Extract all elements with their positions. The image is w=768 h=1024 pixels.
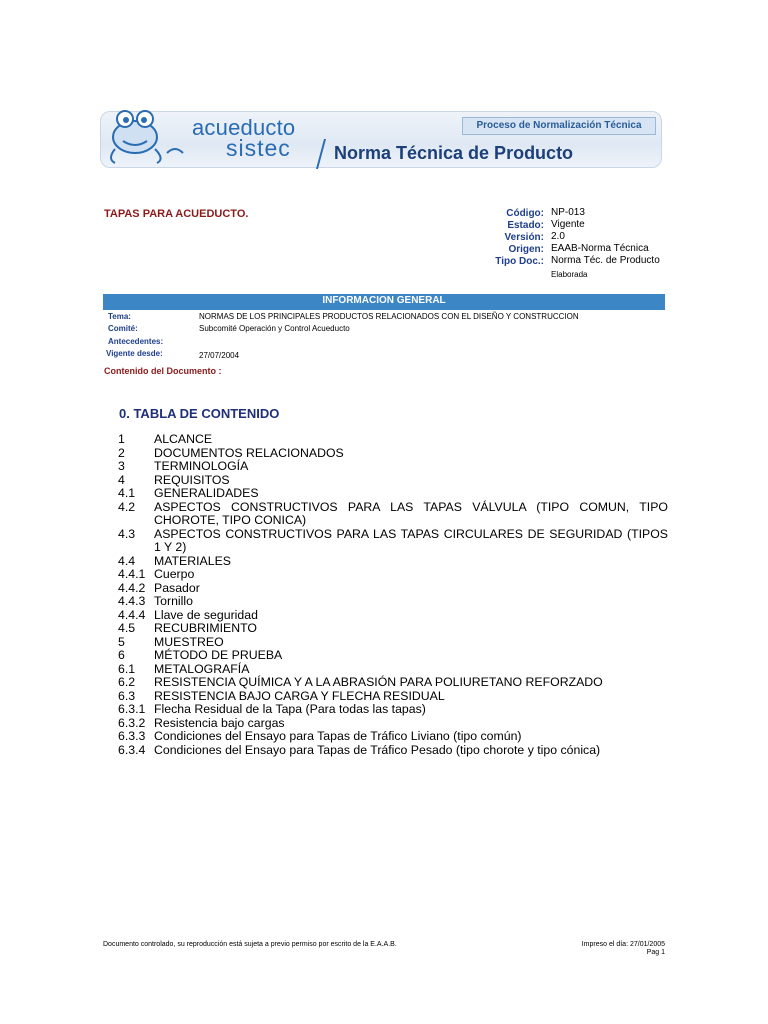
toc-item (118, 433, 668, 447)
header-banner (100, 105, 665, 170)
toc-item-number: 3 (118, 459, 125, 473)
footer-print-date: Impreso el día: 27/01/2005 (581, 941, 665, 948)
toc-item-number: 6.2 (118, 675, 136, 689)
toc-item (118, 649, 668, 663)
process-label: Proceso de Normalización Técnica (462, 117, 656, 135)
toc-item (118, 690, 668, 704)
meta-value-doc-type: Norma Téc. de Producto (551, 255, 660, 266)
meta-value-status: Vigente (551, 219, 585, 230)
footer-page-number: Pag 1 (646, 949, 665, 956)
toc-item-number: 6.3.1 (118, 702, 146, 716)
info-label-valid-from: Vigente desde: (106, 349, 163, 358)
document-title: TAPAS PARA ACUEDUCTO. (104, 208, 249, 220)
toc-item-number: 5 (118, 634, 125, 649)
info-value-committee: Subcomité Operación y Control Acueducto (199, 324, 350, 333)
toc-item-number: 1 (118, 432, 125, 446)
info-section-rule (103, 308, 665, 310)
toc-item-number: 6.3 (118, 688, 136, 703)
toc-item-number: 4.4.1 (118, 567, 146, 581)
toc-item-text: DOCUMENTOS RELACIONADOS (154, 445, 344, 460)
toc-item-number: 4.3 (118, 526, 136, 541)
toc-item-number: 4 (118, 472, 125, 487)
toc-item-number: 2 (118, 445, 125, 460)
toc-item-text: MUESTREO (154, 634, 224, 649)
toc-item (118, 676, 668, 690)
brand-name-top: acueducto (192, 115, 296, 140)
toc-item-text: MATERIALES (154, 553, 231, 568)
toc-item (118, 474, 668, 488)
frog-logo-icon (105, 105, 187, 167)
toc-item (118, 595, 668, 609)
info-value-topic: NORMAS DE LOS PRINCIPALES PRODUCTOS RELACIONADOS CON EL DISEÑO Y CONSTRUCCION (199, 312, 579, 321)
toc-item (118, 609, 668, 623)
meta-value-code: NP-013 (551, 207, 585, 218)
toc-item (118, 622, 668, 636)
toc-item (118, 487, 668, 501)
meta-value-origin: EAAB-Norma Técnica (551, 243, 649, 254)
toc-item-text: Resistencia bajo cargas (154, 715, 285, 730)
info-value-valid-from: 27/07/2004 (199, 351, 240, 360)
toc-item-number: 6.3.4 (118, 742, 146, 757)
toc-item-text: ASPECTOS CONSTRUCTIVOS PARA LAS TAPAS CIRCULARES DE SEGURIDAD (TIPOS 1 Y 2) (154, 526, 668, 554)
contents-label: Contenido del Documento : (104, 366, 222, 376)
toc-item-text: Pasador (154, 580, 200, 595)
toc-list (118, 433, 668, 757)
banner-title: Norma Técnica de Producto (334, 143, 574, 163)
info-label-topic: Tema: (108, 312, 131, 321)
toc-item-text: Tornillo (154, 594, 193, 608)
info-label-background: Antecedentes: (108, 337, 164, 346)
toc-item (118, 528, 668, 555)
brand-name-bottom: sistec (226, 135, 291, 161)
toc-item (118, 447, 668, 461)
toc-item (118, 703, 668, 717)
meta-value-status-extra: Elaborada (551, 270, 588, 279)
toc-item-number: 4.4.4 (118, 607, 146, 622)
toc-heading: 0. TABLA DE CONTENIDO (119, 406, 280, 421)
toc-item (118, 744, 668, 758)
toc-item-text: TERMINOLOGÍA (154, 459, 249, 473)
toc-item-text: ALCANCE (154, 432, 213, 446)
toc-item-text: METALOGRAFÍA (154, 661, 250, 676)
toc-item (118, 555, 668, 569)
toc-item (118, 636, 668, 650)
toc-item-text: MÉTODO DE PRUEBA (154, 648, 283, 662)
toc-item (118, 730, 668, 744)
toc-item (118, 460, 668, 474)
toc-item-number: 4.4.3 (118, 594, 146, 608)
toc-item (118, 501, 668, 528)
info-section-bar: INFORMACION GENERAL (103, 294, 665, 308)
toc-item-text: ASPECTOS CONSTRUCTIVOS PARA LAS TAPAS VÁLVULA (TIPO COMUN, TIPO CHOROTE, TIPO CONICA) (154, 499, 668, 527)
meta-label-code: Código: (506, 208, 544, 219)
meta-label-version: Versión: (504, 232, 544, 243)
toc-item (118, 568, 668, 582)
toc-item-number: 6.3.2 (118, 715, 146, 730)
toc-item-number: 4.4.2 (118, 580, 146, 595)
toc-item (118, 582, 668, 596)
toc-item-text: Flecha Residual de la Tapa (Para todas las tapas) (154, 702, 426, 716)
toc-item-number: 4.2 (118, 499, 136, 514)
toc-item-text: GENERALIDADES (154, 486, 259, 500)
footer-note: Documento controlado, su reproducción está sujeta a previo permiso por escrito de la E.A.A.B. (103, 941, 397, 948)
toc-item-text: Cuerpo (154, 567, 195, 581)
toc-item-number: 6.3.3 (118, 729, 146, 743)
toc-item (118, 663, 668, 677)
toc-item-number: 4.5 (118, 621, 136, 635)
toc-item-number: 6.1 (118, 661, 136, 676)
toc-item-text: RECUBRIMIENTO (154, 621, 257, 635)
toc-item-number: 4.4 (118, 553, 136, 568)
toc-item-text: Condiciones del Ensayo para Tapas de Tráfico Pesado (tipo chorote y tipo cónica) (154, 742, 601, 757)
toc-item-text: Condiciones del Ensayo para Tapas de Tráfico Liviano (tipo común) (154, 729, 522, 743)
toc-item-text: Llave de seguridad (154, 607, 258, 622)
toc-item-text: REQUISITOS (154, 472, 230, 487)
info-label-committee: Comité: (108, 324, 138, 333)
toc-item-text: RESISTENCIA QUÍMICA Y A LA ABRASIÓN PARA POLIURETANO REFORZADO (154, 675, 603, 689)
meta-value-version: 2.0 (551, 231, 565, 242)
meta-label-status: Estado: (507, 220, 544, 231)
toc-item-text: RESISTENCIA BAJO CARGA Y FLECHA RESIDUAL (154, 688, 445, 703)
toc-item (118, 717, 668, 731)
toc-item-number: 6 (118, 648, 125, 662)
toc-item-number: 4.1 (118, 486, 136, 500)
meta-label-doc-type: Tipo Doc.: (495, 256, 544, 267)
meta-label-origin: Origen: (508, 244, 544, 255)
